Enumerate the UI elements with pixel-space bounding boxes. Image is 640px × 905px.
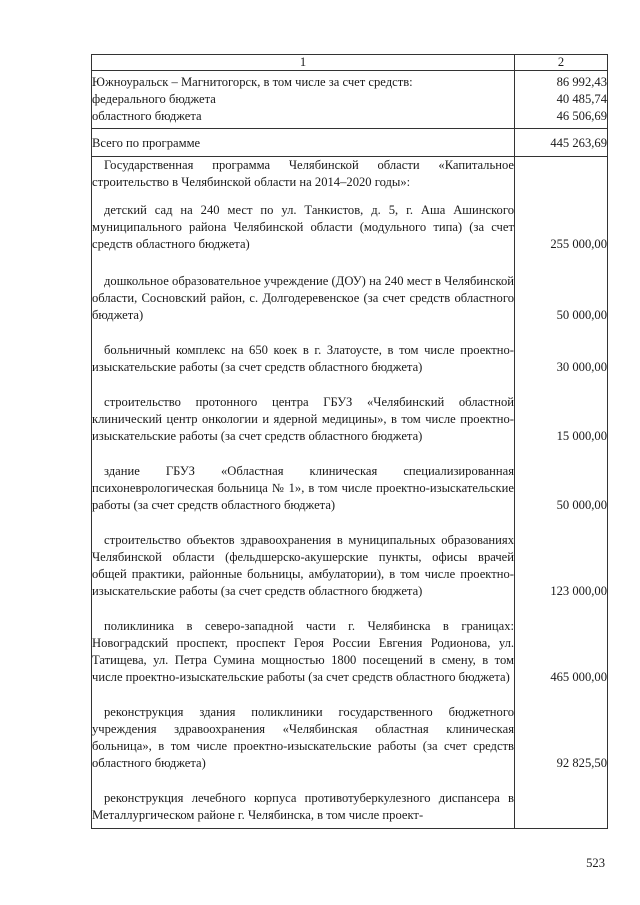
item-amount: 30 000,00 [515, 336, 608, 388]
item-description: дошкольное образовательное учреждение (ДОУ) на 240 мест в Челябинской области, Сосновский район, с. Долгодеревенское (за счет средств областного бюджета) [92, 267, 515, 336]
item-amount: 15 000,00 [515, 388, 608, 457]
item-description: поликлиника в северо-западной части г. Челябинска в границах: Новоградский проспект, проспект Героя России Евгения Родионова, ул. Татищева, ул. Петра Сумина мощностью 1800 посещений в смену, в том числе проектно-изыскательские работы (за счет средств областного бюджета) [92, 612, 515, 698]
item-amount: 255 000,00 [515, 202, 608, 267]
total-amount: 445 263,69 [515, 129, 608, 157]
row-amount [515, 71, 608, 129]
amount-value: 40 485,74 [556, 92, 607, 106]
amount-value: 86 992,43 [556, 75, 607, 89]
table-row [92, 336, 608, 388]
item-description: строительство протонного центра ГБУЗ «Челябинский областной клинический центр онкологии и ядерной медицины», в том числе проектно-изыскательские работы (за счет средств областного бюджета) [92, 388, 515, 457]
page-number: 523 [586, 856, 605, 870]
item-description: детский сад на 240 мест по ул. Танкистов, д. 5, г. Аша Ашинского муниципального района Челябинской области (модульного типа) (за счет средств областного бюджета) [92, 202, 515, 267]
item-description: больничный комплекс на 650 коек в г. Златоусте, в том числе проектно-изыскательские работы (за счет средств областного бюджета) [92, 336, 515, 388]
item-amount: 123 000,00 [515, 526, 608, 612]
item-description: здание ГБУЗ «Областная клиническая специализированная психоневрологическая больница № 1», в том числе проектно-изыскательские работы (за счет средств областного бюджета) [92, 457, 515, 526]
item-description: строительство объектов здравоохранения в муниципальных образованиях Челябинской области (фельдшерско-акушерские пункты, офисы врачей общей практики, районные больницы, амбулатории), в том числе проектно-изыскательские работы (за счет средств областного бюджета) [92, 526, 515, 612]
amount-value: 46 506,69 [556, 109, 607, 123]
table-row [92, 612, 608, 698]
table-header-row [92, 55, 608, 71]
total-row [92, 129, 608, 157]
table-row [92, 698, 608, 784]
program-title: Государственная программа Челябинской области «Капитальное строительство в Челябинской области на 2014–2020 годы»: [92, 157, 515, 203]
program-title-row [92, 157, 608, 203]
table-row [92, 784, 608, 829]
row-line: Южноуральск – Магнитогорск, в том числе за счет средств: [92, 75, 413, 89]
column-header-2: 2 [515, 55, 608, 71]
table-row [92, 267, 608, 336]
total-label: Всего по программе [92, 129, 515, 157]
column-header-1: 1 [92, 55, 515, 71]
item-amount [515, 784, 608, 829]
item-amount: 50 000,00 [515, 457, 608, 526]
row-description [92, 71, 515, 129]
item-amount: 465 000,00 [515, 612, 608, 698]
table-row [92, 388, 608, 457]
row-line: областного бюджета [92, 109, 202, 123]
item-amount: 50 000,00 [515, 267, 608, 336]
budget-table [91, 54, 608, 829]
row-line: федерального бюджета [92, 92, 216, 106]
item-description: реконструкция лечебного корпуса противотуберкулезного диспансера в Металлургическом районе г. Челябинска, в том числе проект- [92, 784, 515, 829]
table-row [92, 71, 608, 129]
table-row [92, 526, 608, 612]
item-description: реконструкция здания поликлиники государственного бюджетного учреждения здравоохранения «Челябинская областная клиническая больница», в том числе проектно-изыскательские работы (за счет средств областного бюджета) [92, 698, 515, 784]
table-row [92, 457, 608, 526]
table-row [92, 202, 608, 267]
item-amount: 92 825,50 [515, 698, 608, 784]
